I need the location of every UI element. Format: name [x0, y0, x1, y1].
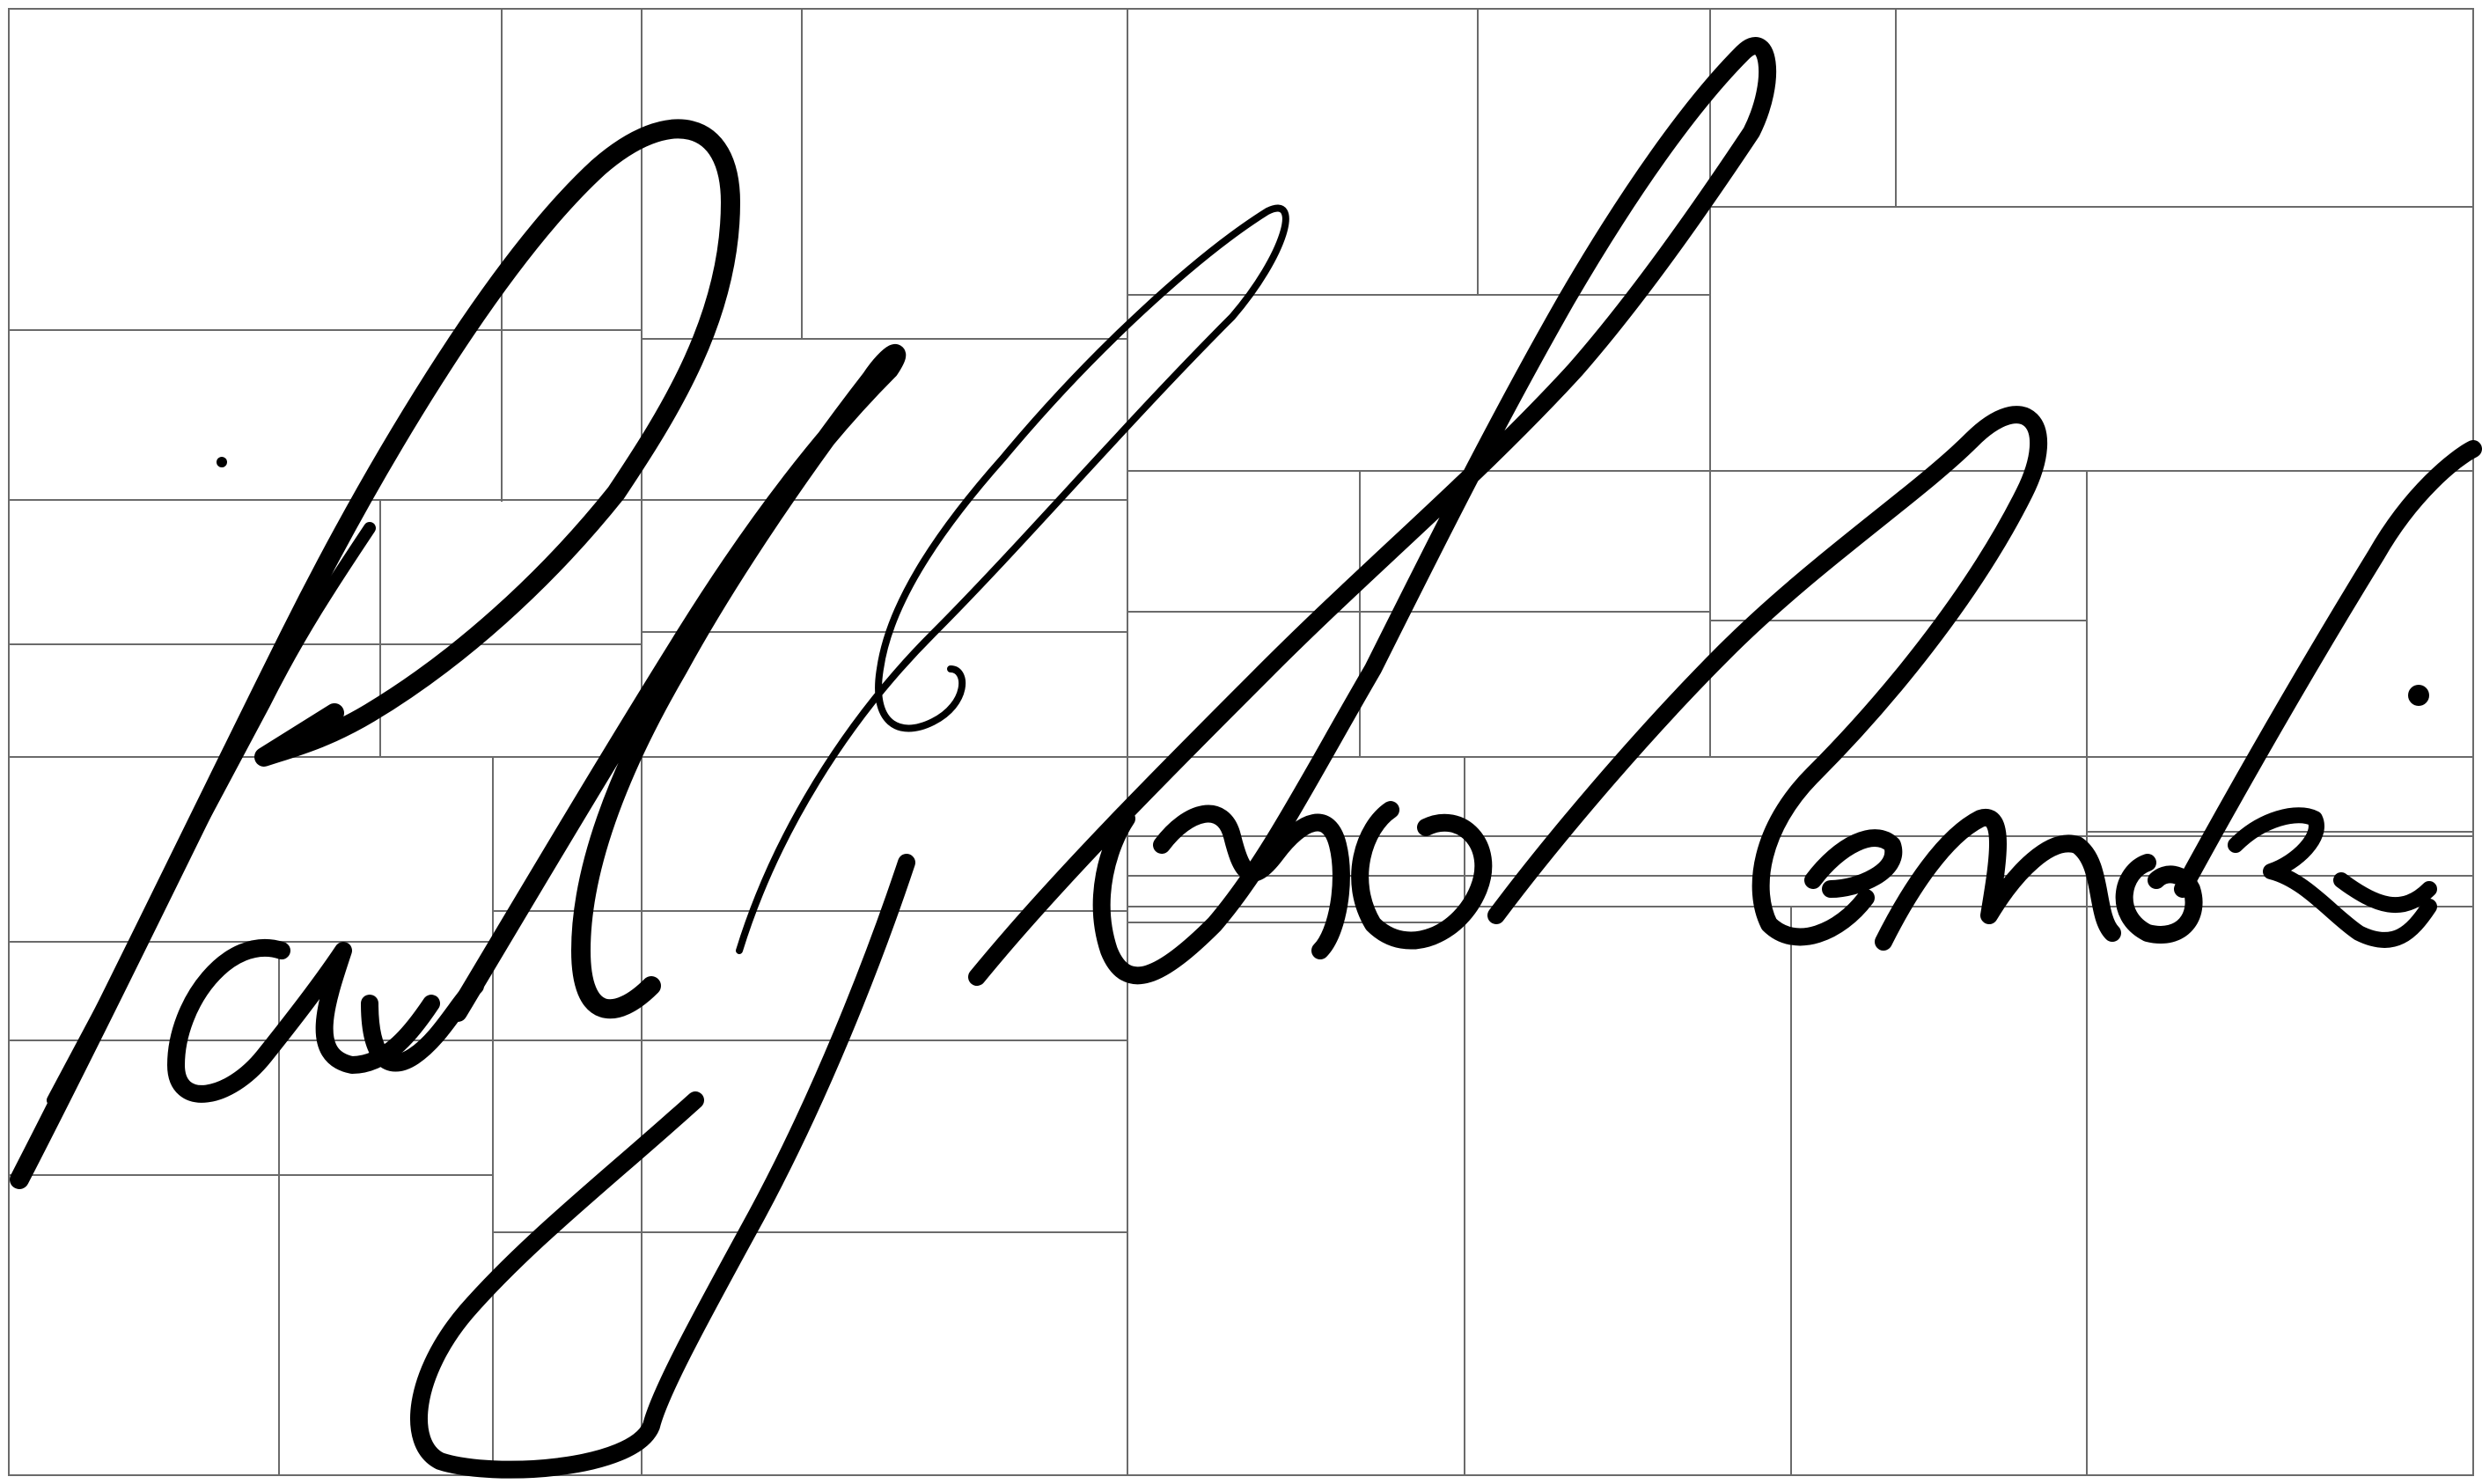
- letter-k-arm: [2236, 815, 2429, 940]
- letter-k-stroke: [2183, 449, 2473, 889]
- letter-g-thin-loop: [739, 209, 1286, 951]
- letter-a-stroke: [176, 948, 431, 1094]
- letter-l2-stroke: [1496, 415, 2038, 937]
- letter-i-stroke: [2341, 880, 2429, 905]
- letter-l-stroke: [458, 354, 896, 1012]
- letter-i-dot: [2408, 685, 2429, 706]
- letter-e-stroke: [1813, 838, 1893, 889]
- ink-speck: [217, 457, 227, 467]
